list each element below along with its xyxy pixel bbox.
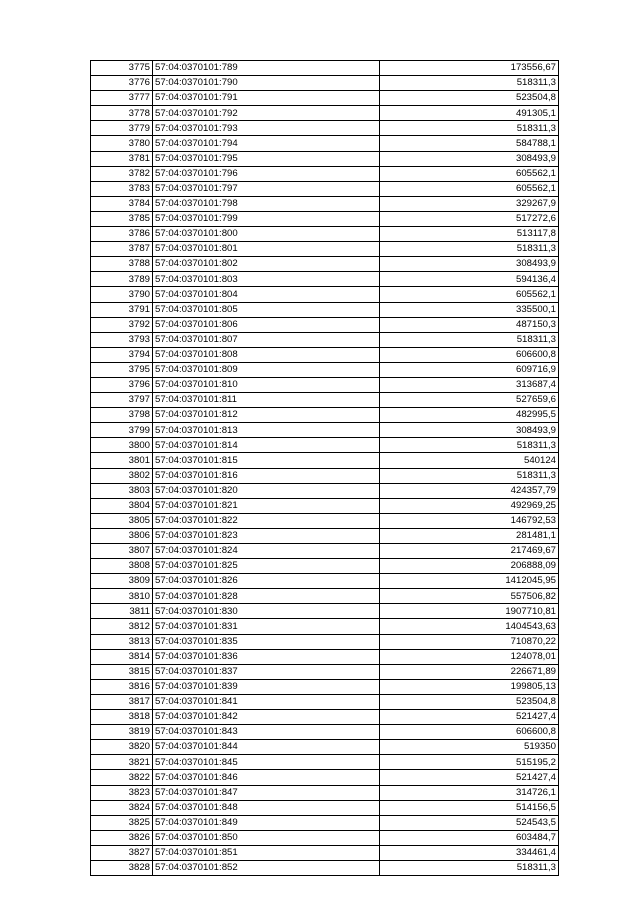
cadastral-number-cell: 57:04:0370101:823 [153,528,380,543]
table-row [91,61,559,76]
cadastral-value-cell: 482995,5 [380,408,559,423]
row-number-cell: 3826 [91,830,153,845]
row-number-cell: 3785 [91,211,153,226]
cadastral-number-cell: 57:04:0370101:802 [153,257,380,272]
row-number-cell: 3822 [91,770,153,785]
cadastral-number-cell: 57:04:0370101:846 [153,770,380,785]
cadastral-number-cell: 57:04:0370101:795 [153,151,380,166]
cadastral-value-cell: 491305,1 [380,106,559,121]
cadastral-number-cell: 57:04:0370101:798 [153,196,380,211]
table-row [91,619,559,634]
row-number-cell: 3780 [91,136,153,151]
cadastral-number-cell: 57:04:0370101:811 [153,393,380,408]
cadastral-value-cell: 605562,1 [380,181,559,196]
row-number-cell: 3789 [91,272,153,287]
cadastral-number-cell: 57:04:0370101:809 [153,362,380,377]
cadastral-number-cell: 57:04:0370101:796 [153,166,380,181]
cadastral-number-cell: 57:04:0370101:844 [153,740,380,755]
table-row [91,196,559,211]
row-number-cell: 3804 [91,498,153,513]
cadastral-number-cell: 57:04:0370101:793 [153,121,380,136]
row-number-cell: 3825 [91,815,153,830]
cadastral-number-cell: 57:04:0370101:831 [153,619,380,634]
row-number-cell: 3806 [91,528,153,543]
row-number-cell: 3811 [91,604,153,619]
table-row [91,211,559,226]
table-row [91,498,559,513]
cadastral-value-cell: 606600,8 [380,347,559,362]
cadastral-value-cell: 594136,4 [380,272,559,287]
cadastral-number-cell: 57:04:0370101:807 [153,332,380,347]
table-row [91,770,559,785]
cadastral-value-cell: 710870,22 [380,634,559,649]
row-number-cell: 3799 [91,423,153,438]
cadastral-value-cell: 487150,3 [380,317,559,332]
cadastral-value-cell: 173556,67 [380,61,559,76]
cadastral-number-cell: 57:04:0370101:824 [153,544,380,559]
cadastral-number-cell: 57:04:0370101:850 [153,830,380,845]
cadastral-value-cell: 517272,6 [380,211,559,226]
table-row [91,302,559,317]
row-number-cell: 3784 [91,196,153,211]
cadastral-number-cell: 57:04:0370101:842 [153,710,380,725]
cadastral-value-cell: 124078,01 [380,649,559,664]
cadastral-value-cell: 605562,1 [380,287,559,302]
cadastral-number-cell: 57:04:0370101:790 [153,76,380,91]
cadastral-number-cell: 57:04:0370101:805 [153,302,380,317]
table-row [91,438,559,453]
row-number-cell: 3818 [91,710,153,725]
table-row [91,121,559,136]
table-row [91,166,559,181]
cadastral-number-cell: 57:04:0370101:841 [153,694,380,709]
row-number-cell: 3790 [91,287,153,302]
table-row [91,513,559,528]
row-number-cell: 3827 [91,845,153,860]
cadastral-number-cell: 57:04:0370101:803 [153,272,380,287]
table-row [91,860,559,875]
cadastral-value-cell: 1404543,63 [380,619,559,634]
cadastral-value-cell: 606600,8 [380,725,559,740]
table-row [91,679,559,694]
table-row [91,257,559,272]
row-number-cell: 3787 [91,242,153,257]
table-row [91,800,559,815]
cadastral-number-cell: 57:04:0370101:815 [153,453,380,468]
row-number-cell: 3819 [91,725,153,740]
row-number-cell: 3777 [91,91,153,106]
cadastral-value-cell: 199805,13 [380,679,559,694]
table-row [91,332,559,347]
cadastral-number-cell: 57:04:0370101:837 [153,664,380,679]
row-number-cell: 3801 [91,453,153,468]
table-row [91,76,559,91]
cadastral-value-cell: 314726,1 [380,785,559,800]
cadastral-number-cell: 57:04:0370101:825 [153,559,380,574]
table-row [91,242,559,257]
cadastral-number-cell: 57:04:0370101:813 [153,423,380,438]
row-number-cell: 3823 [91,785,153,800]
cadastral-value-cell: 329267,9 [380,196,559,211]
cadastral-value-cell: 334461,4 [380,845,559,860]
table-row [91,347,559,362]
cadastral-value-cell: 515195,2 [380,755,559,770]
cadastral-value-cell: 540124 [380,453,559,468]
cadastral-value-cell: 424357,79 [380,483,559,498]
cadastral-number-cell: 57:04:0370101:806 [153,317,380,332]
cadastral-value-cell: 513117,8 [380,227,559,242]
row-number-cell: 3782 [91,166,153,181]
cadastral-value-cell: 308493,9 [380,423,559,438]
cadastral-value-cell: 146792,53 [380,513,559,528]
cadastral-value-cell: 609716,9 [380,362,559,377]
row-number-cell: 3803 [91,483,153,498]
cadastral-number-cell: 57:04:0370101:845 [153,755,380,770]
row-number-cell: 3821 [91,755,153,770]
cadastral-value-cell: 518311,3 [380,76,559,91]
table-row [91,694,559,709]
cadastral-number-cell: 57:04:0370101:849 [153,815,380,830]
table-row [91,362,559,377]
cadastral-number-cell: 57:04:0370101:821 [153,498,380,513]
table-row [91,377,559,392]
row-number-cell: 3795 [91,362,153,377]
cadastral-value-cell: 524543,5 [380,815,559,830]
table-row [91,649,559,664]
cadastral-number-cell: 57:04:0370101:828 [153,589,380,604]
cadastral-value-cell: 313687,4 [380,377,559,392]
cadastral-value-cell: 308493,9 [380,151,559,166]
cadastral-value-cell: 527659,6 [380,393,559,408]
row-number-cell: 3810 [91,589,153,604]
row-number-cell: 3802 [91,468,153,483]
row-number-cell: 3812 [91,619,153,634]
cadastral-value-cell: 492969,25 [380,498,559,513]
cadastral-value-cell: 523504,8 [380,91,559,106]
cadastral-number-cell: 57:04:0370101:791 [153,91,380,106]
cadastral-value-cell: 518311,3 [380,242,559,257]
row-number-cell: 3783 [91,181,153,196]
row-number-cell: 3793 [91,332,153,347]
cadastral-number-cell: 57:04:0370101:820 [153,483,380,498]
row-number-cell: 3778 [91,106,153,121]
cadastral-value-cell: 584788,1 [380,136,559,151]
table-row [91,393,559,408]
table-row [91,181,559,196]
table-body [91,61,559,876]
cadastral-number-cell: 57:04:0370101:792 [153,106,380,121]
table-row [91,528,559,543]
row-number-cell: 3791 [91,302,153,317]
cadastral-number-cell: 57:04:0370101:836 [153,649,380,664]
cadastral-number-cell: 57:04:0370101:799 [153,211,380,226]
table-row [91,408,559,423]
row-number-cell: 3794 [91,347,153,362]
cadastral-number-cell: 57:04:0370101:812 [153,408,380,423]
cadastral-number-cell: 57:04:0370101:843 [153,725,380,740]
row-number-cell: 3813 [91,634,153,649]
row-number-cell: 3817 [91,694,153,709]
cadastral-value-cell: 518311,3 [380,121,559,136]
cadastral-number-cell: 57:04:0370101:822 [153,513,380,528]
row-number-cell: 3796 [91,377,153,392]
table-row [91,91,559,106]
cadastral-value-cell: 217469,67 [380,544,559,559]
cadastral-number-cell: 57:04:0370101:794 [153,136,380,151]
row-number-cell: 3781 [91,151,153,166]
cadastral-value-cell: 603484,7 [380,830,559,845]
table-row [91,423,559,438]
row-number-cell: 3816 [91,679,153,694]
cadastral-number-cell: 57:04:0370101:816 [153,468,380,483]
table-row [91,151,559,166]
cadastral-value-cell: 521427,4 [380,710,559,725]
cadastral-number-cell: 57:04:0370101:847 [153,785,380,800]
cadastral-number-cell: 57:04:0370101:851 [153,845,380,860]
row-number-cell: 3797 [91,393,153,408]
table-row [91,544,559,559]
row-number-cell: 3792 [91,317,153,332]
table-row [91,574,559,589]
table-row [91,845,559,860]
row-number-cell: 3828 [91,860,153,875]
table-row [91,483,559,498]
table-row [91,725,559,740]
cadastral-value-cell: 605562,1 [380,166,559,181]
row-number-cell: 3820 [91,740,153,755]
cadastral-number-cell: 57:04:0370101:839 [153,679,380,694]
cadastral-value-cell: 514156,5 [380,800,559,815]
row-number-cell: 3786 [91,227,153,242]
cadastral-value-cell: 335500,1 [380,302,559,317]
cadastral-number-cell: 57:04:0370101:810 [153,377,380,392]
row-number-cell: 3775 [91,61,153,76]
cadastral-value-cell: 1907710,81 [380,604,559,619]
cadastral-value-cell: 523504,8 [380,694,559,709]
cadastral-value-cell: 521427,4 [380,770,559,785]
cadastral-number-cell: 57:04:0370101:800 [153,227,380,242]
row-number-cell: 3800 [91,438,153,453]
cadastral-value-cell: 518311,3 [380,468,559,483]
cadastral-number-cell: 57:04:0370101:830 [153,604,380,619]
table-row [91,740,559,755]
table-row [91,468,559,483]
row-number-cell: 3815 [91,664,153,679]
cadastral-number-cell: 57:04:0370101:797 [153,181,380,196]
row-number-cell: 3807 [91,544,153,559]
cadastral-value-cell: 281481,1 [380,528,559,543]
table-row [91,453,559,468]
cadastral-number-cell: 57:04:0370101:835 [153,634,380,649]
cadastral-value-table [90,60,559,876]
cadastral-value-cell: 226671,89 [380,664,559,679]
row-number-cell: 3824 [91,800,153,815]
cadastral-value-cell: 519350 [380,740,559,755]
cadastral-number-cell: 57:04:0370101:814 [153,438,380,453]
cadastral-value-cell: 308493,9 [380,257,559,272]
table-row [91,830,559,845]
row-number-cell: 3808 [91,559,153,574]
table-row [91,634,559,649]
cadastral-number-cell: 57:04:0370101:801 [153,242,380,257]
cadastral-number-cell: 57:04:0370101:848 [153,800,380,815]
cadastral-number-cell: 57:04:0370101:852 [153,860,380,875]
cadastral-value-cell: 518311,3 [380,860,559,875]
table-row [91,604,559,619]
row-number-cell: 3798 [91,408,153,423]
cadastral-value-cell: 557506,82 [380,589,559,604]
row-number-cell: 3776 [91,76,153,91]
cadastral-value-cell: 518311,3 [380,438,559,453]
table-row [91,589,559,604]
cadastral-number-cell: 57:04:0370101:826 [153,574,380,589]
cadastral-number-cell: 57:04:0370101:789 [153,61,380,76]
table-row [91,664,559,679]
table-row [91,755,559,770]
table-row [91,272,559,287]
row-number-cell: 3814 [91,649,153,664]
cadastral-number-cell: 57:04:0370101:804 [153,287,380,302]
table-row [91,136,559,151]
row-number-cell: 3809 [91,574,153,589]
cadastral-value-cell: 1412045,95 [380,574,559,589]
table-row [91,106,559,121]
table-row [91,227,559,242]
table-row [91,287,559,302]
table-row [91,785,559,800]
cadastral-value-cell: 518311,3 [380,332,559,347]
cadastral-value-cell: 206888,09 [380,559,559,574]
table-row [91,317,559,332]
table-row [91,710,559,725]
row-number-cell: 3805 [91,513,153,528]
table-row [91,559,559,574]
cadastral-number-cell: 57:04:0370101:808 [153,347,380,362]
row-number-cell: 3788 [91,257,153,272]
table-row [91,815,559,830]
row-number-cell: 3779 [91,121,153,136]
